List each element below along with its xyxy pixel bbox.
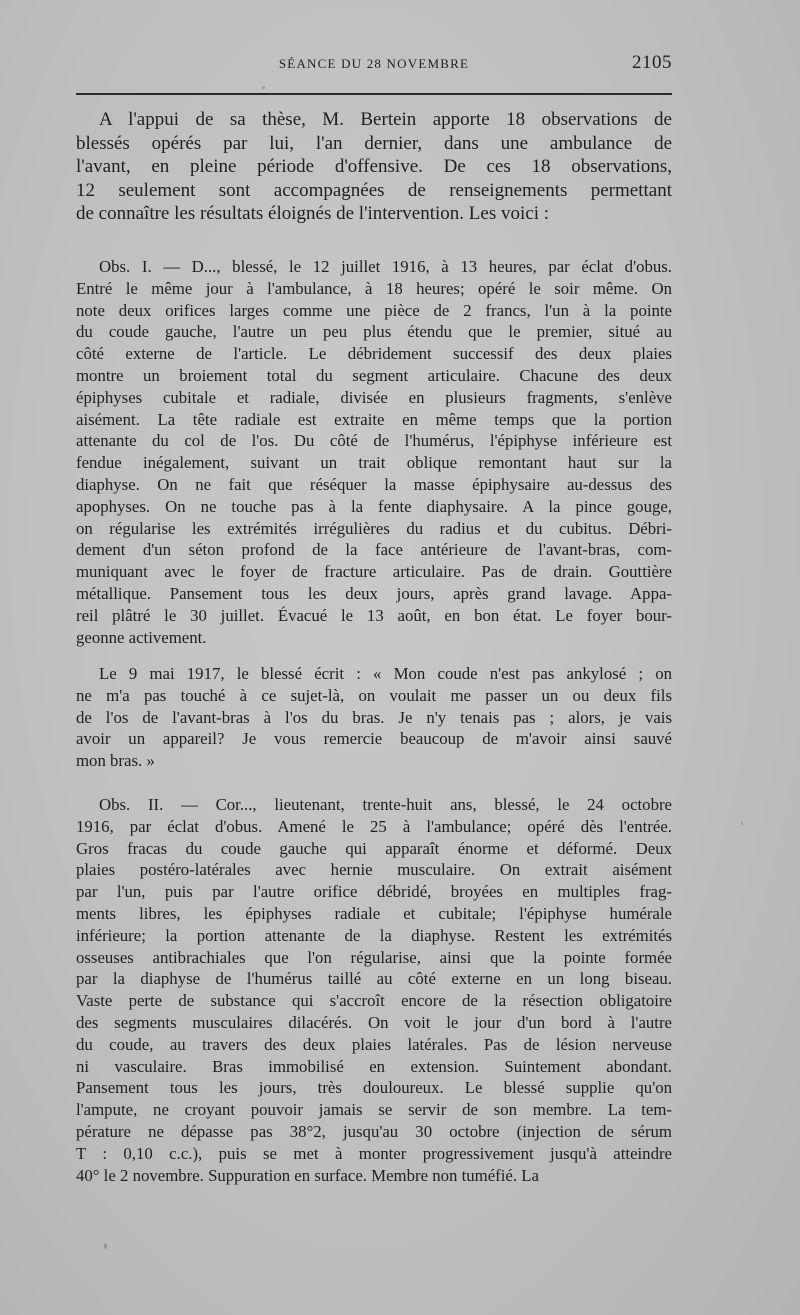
text-line: Pansement tous les jours, très douloureux. Le blessé supplie qu'on	[76, 1078, 672, 1098]
page-number: 2105	[632, 52, 672, 73]
text-line: Le 9 mai 1917, le blessé écrit : « Mon coude n'est pas ankylosé ; on	[99, 664, 672, 683]
text-line: de l'os de l'avant-bras à l'os du bras. Je n'y tenais pas ; alors, je vais	[76, 707, 672, 727]
paper-speck	[104, 1243, 107, 1249]
text-line: ments libres, les épiphyses radiale et cubitale; l'épiphyse humérale	[76, 903, 672, 923]
header-rule	[76, 93, 672, 95]
text-line: T : 0,10 c.c.), puis se met à monter progressivement jusqu'à atteindre	[76, 1143, 672, 1163]
paper-speck	[741, 822, 743, 825]
text-line: de connaître les résultats éloignés de l'intervention. Les voici :	[76, 203, 550, 225]
running-head: SÉANCE DU 28 NOVEMBRE	[278, 56, 470, 71]
text-line: par l'un, puis par l'autre orifice débridé, broyées en multiples frag-	[76, 882, 672, 902]
observation-1	[76, 256, 672, 648]
text-line: Obs. I. — D..., blessé, le 12 juillet 1916, à 13 heures, par éclat d'obus.	[99, 257, 672, 276]
text-line: avoir un appareil? Je vous remercie beaucoup de m'avoir ainsi sauvé	[76, 729, 672, 749]
text-line: inférieure; la portion attenante de la diaphyse. Restent les extrémités	[76, 925, 672, 945]
text-line: des segments musculaires dilacérés. On voit le jour d'un bord à l'autre	[76, 1012, 672, 1032]
text-line: Entré le même jour à l'ambulance, à 18 heures; opéré le soir même. On	[76, 278, 672, 298]
text-line: Vaste perte de substance qui s'accroît encore de la résection obligatoire	[76, 991, 672, 1011]
page-header	[76, 52, 672, 78]
text-line: métallique. Pansement tous les deux jours, après grand lavage. Appa-	[76, 583, 672, 603]
text-line: fendue inégalement, suivant un trait oblique remontant haut sur la	[76, 453, 672, 473]
paper-speck	[262, 86, 265, 89]
text-line: plaies postéro-latérales avec hernie musculaire. On extrait aisément	[76, 860, 672, 880]
text-line: montre un broiement total du segment articulaire. Chacune des deux	[76, 365, 672, 385]
text-line: dement d'un séton profond de la face antérieure de l'avant-bras, com-	[76, 540, 672, 560]
text-line: muniquant avec le foyer de fracture articulaire. Pas de drain. Gouttière	[76, 562, 672, 582]
text-line: attenante du col de l'os. Du côté de l'humérus, l'épiphyse inférieure est	[76, 431, 672, 451]
text-line: diaphyse. On ne fait que réséquer la masse épiphysaire au-dessus des	[76, 474, 672, 494]
text-line: on régularise les extrémités irrégulières du radius et du cubitus. Débri-	[76, 518, 672, 538]
text-line: geonne activement.	[76, 627, 207, 647]
text-line: 40° le 2 novembre. Suppuration en surface. Membre non tuméfié. La	[76, 1165, 539, 1185]
text-line: épiphyses cubitale et radiale, divisée en plusieurs fragments, s'enlève	[76, 387, 672, 407]
text-line: côté externe de l'article. Le débridement successif des deux plaies	[76, 344, 672, 364]
text-line: note deux orifices larges comme une pièce de 2 francs, l'un à la pointe	[76, 300, 672, 320]
text-line: mon bras. »	[76, 751, 155, 771]
text-line: Obs. II. — Cor..., lieutenant, trente-huit ans, blessé, le 24 octobre	[99, 795, 672, 814]
text-line: aisément. La tête radiale est extraite en même temps que la portion	[76, 409, 672, 429]
observation-2	[76, 794, 672, 1186]
text-line: 1916, par éclat d'obus. Amené le 25 à l'ambulance; opéré dès l'entrée.	[76, 816, 672, 836]
text-line: pérature ne dépasse pas 38°2, jusqu'au 30 octobre (injection de sérum	[76, 1121, 672, 1141]
text-line: apophyses. On ne touche pas à la fente diaphysaire. A la pince gouge,	[76, 496, 672, 516]
text-line: osseuses antibrachiales que l'on régularise, ainsi que la pointe formée	[76, 947, 672, 967]
text-line: du coude gauche, l'autre un peu plus étendu que le premier, situé au	[76, 322, 672, 342]
text-line: par la diaphyse de l'humérus taillé au côté externe en un long biseau.	[76, 969, 672, 989]
text-line: ne m'a pas touché à ce sujet-là, on voulait me passer un ou deux fils	[76, 685, 672, 705]
text-line: ni vasculaire. Bras immobilisé en extension. Suintement abondant.	[76, 1056, 672, 1076]
text-line: Gros fracas du coude gauche qui apparaît énorme et déformé. Deux	[76, 838, 672, 858]
text-line: A l'appui de sa thèse, M. Bertein apporte 18 observations de	[99, 109, 672, 130]
text-line: l'avant, en pleine période d'offensive. De ces 18 observations,	[76, 156, 672, 178]
intro-paragraph	[76, 108, 672, 226]
text-line: blessés opérés par lui, l'an dernier, dans une ambulance de	[76, 132, 672, 154]
text-line: reil plâtré le 30 juillet. Évacué le 13 août, en bon état. Le foyer bour-	[76, 605, 672, 625]
text-line: l'ampute, ne croyant pouvoir jamais se servir de son membre. La tem-	[76, 1100, 672, 1120]
text-line: du coude, au travers des deux plaies latérales. Pas de lésion nerveuse	[76, 1034, 672, 1054]
patient-letter-paragraph	[76, 663, 672, 772]
text-line: 12 seulement sont accompagnées de renseignements permettant	[76, 179, 672, 201]
